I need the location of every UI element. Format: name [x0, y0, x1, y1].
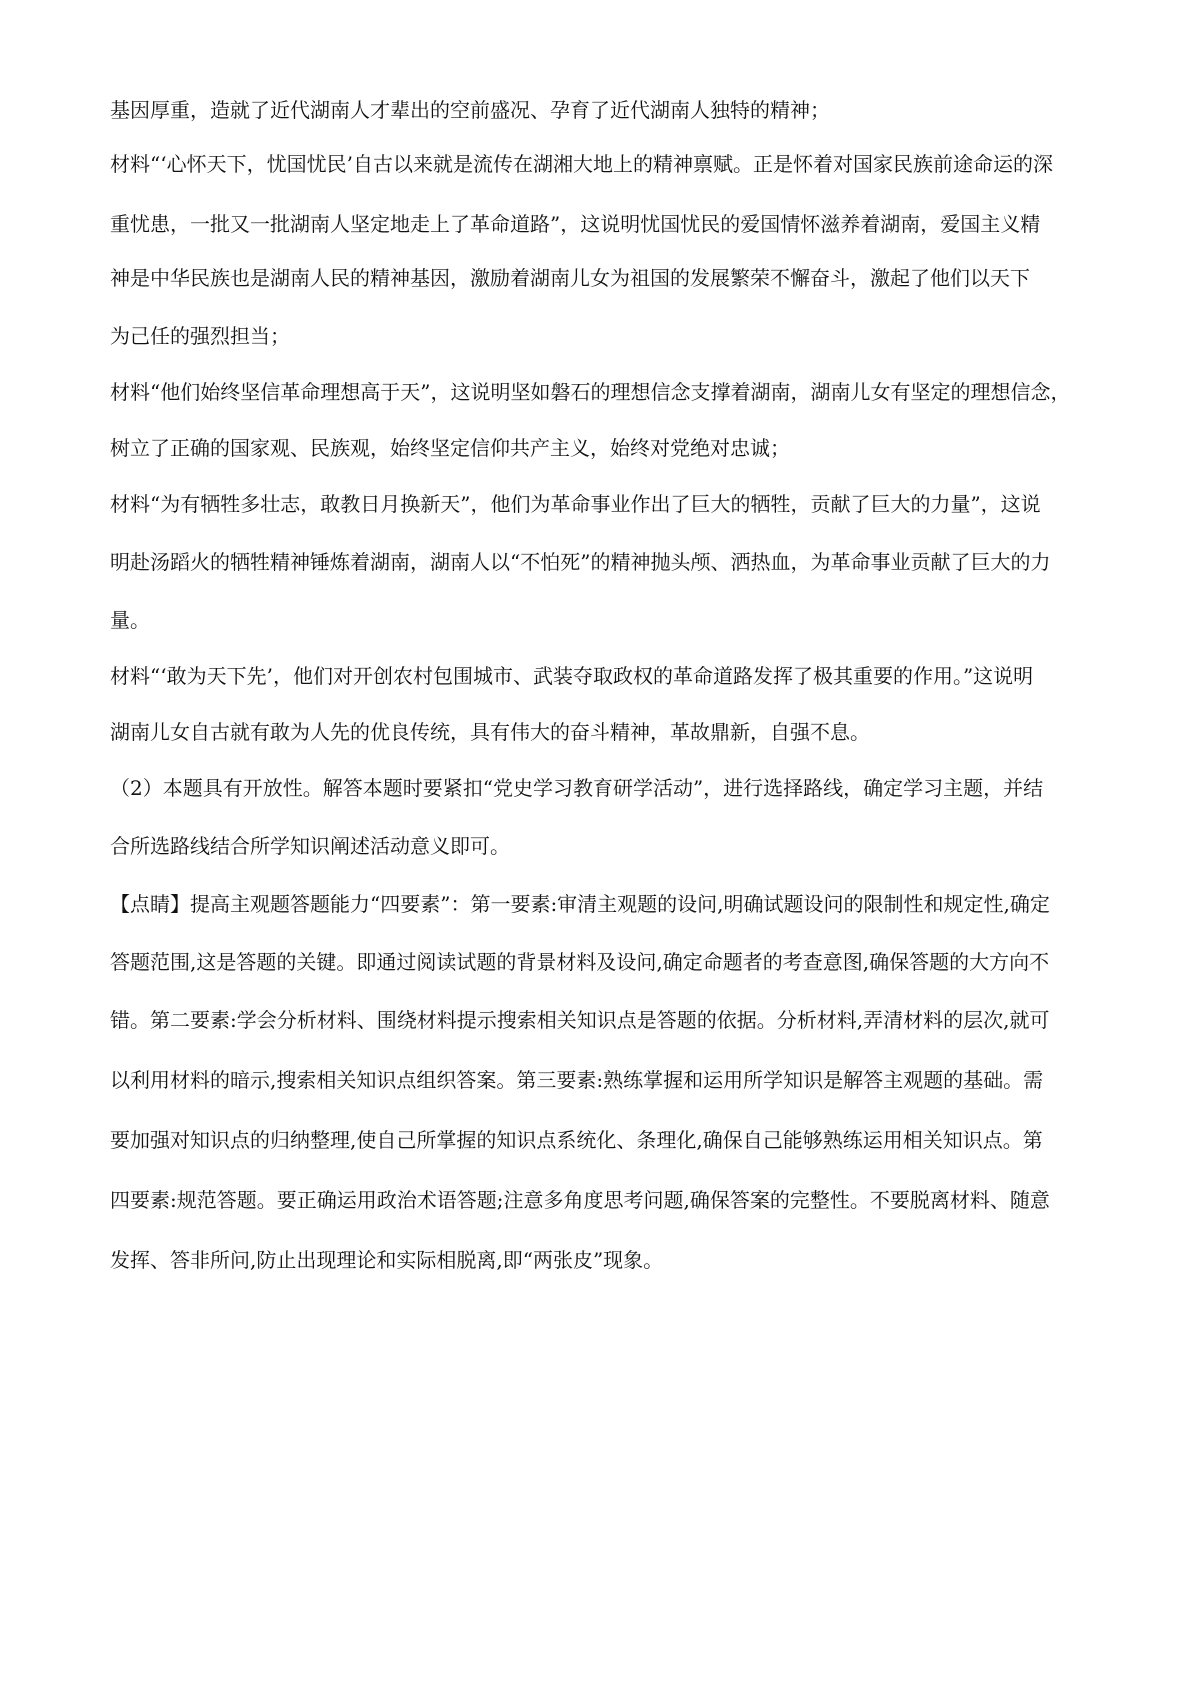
text-line: 要加强对知识点的归纳整理,使自己所掌握的知识点系统化、条理化,确保自己能够熟练运用相关知识点。第 [110, 1128, 1043, 1152]
text-line: 为己任的强烈担当； [110, 324, 290, 348]
text-line: 发挥、答非所问,防止出现理论和实际相脱离,即“两张皮”现象。 [110, 1248, 664, 1272]
text-line: 明赴汤蹈火的牺牲精神锤炼着湖南，湖南人以“不怕死”的精神抛头颅、洒热血，为革命事业贡献了巨大的力 [110, 550, 1051, 574]
text-line: 错。第二要素:学会分析材料、围绕材料提示搜索相关知识点是答题的依据。分析材料,弄清材料的层次,就可 [110, 1008, 1050, 1032]
text-line: 材料“他们始终坚信革命理想高于天”，这说明坚如磐石的理想信念支撑着湖南，湖南儿女有坚定的理想信念， [110, 380, 1071, 404]
text-line: 神是中华民族也是湖南人民的精神基因，激励着湖南儿女为祖国的发展繁荣不懈奋斗，激起了他们以天下 [110, 266, 1030, 290]
text-line: 合所选路线结合所学知识阐述活动意义即可。 [110, 834, 510, 858]
text-line: 树立了正确的国家观、民族观，始终坚定信仰共产主义，始终对党绝对忠诚； [110, 436, 790, 460]
text-line: 以利用材料的暗示,搜索相关知识点组织答案。第三要素:熟练掌握和运用所学知识是解答主观题的基础。需 [110, 1068, 1044, 1092]
text-line: 答题范围,这是答题的关键。即通过阅读试题的背景材料及设问,确定命题者的考查意图,确保答题的大方向不 [110, 950, 1050, 974]
text-line: 材料“‘心怀天下，忧国忧民’自古以来就是流传在湖湘大地上的精神禀赋。正是怀着对国家民族前途命运的深 [110, 152, 1053, 176]
text-line: （2）本题具有开放性。解答本题时要紧扣“党史学习教育研学活动”，进行选择路线，确定学习主题，并结 [110, 776, 1044, 800]
text-line: 基因厚重，造就了近代湖南人才辈出的空前盛况、孕育了近代湖南人独特的精神； [110, 98, 830, 122]
text-line: 材料“‘敢为天下先’，他们对开创农村包围城市、武装夺取政权的革命道路发挥了极其重要的作用。”这说明 [110, 664, 1034, 688]
text-line: 量。 [110, 608, 150, 632]
text-line: 四要素:规范答题。要正确运用政治术语答题;注意多角度思考问题,确保答案的完整性。不要脱离材料、随意 [110, 1188, 1050, 1212]
text-line: 材料“为有牺牲多壮志，敢教日月换新天”，他们为革命事业作出了巨大的牺牲，贡献了巨大的力量”，这说 [110, 492, 1041, 516]
text-line: 【点睛】提高主观题答题能力“四要素”：第一要素:审清主观题的设问,明确试题设问的限制性和规定性,确定 [110, 892, 1050, 916]
text-line: 重忧患，一批又一批湖南人坚定地走上了革命道路”，这说明忧国忧民的爱国情怀滋养着湖南，爱国主义精 [110, 212, 1041, 236]
text-line: 湖南儿女自古就有敢为人先的优良传统，具有伟大的奋斗精神，革故鼎新，自强不息。 [110, 720, 870, 744]
